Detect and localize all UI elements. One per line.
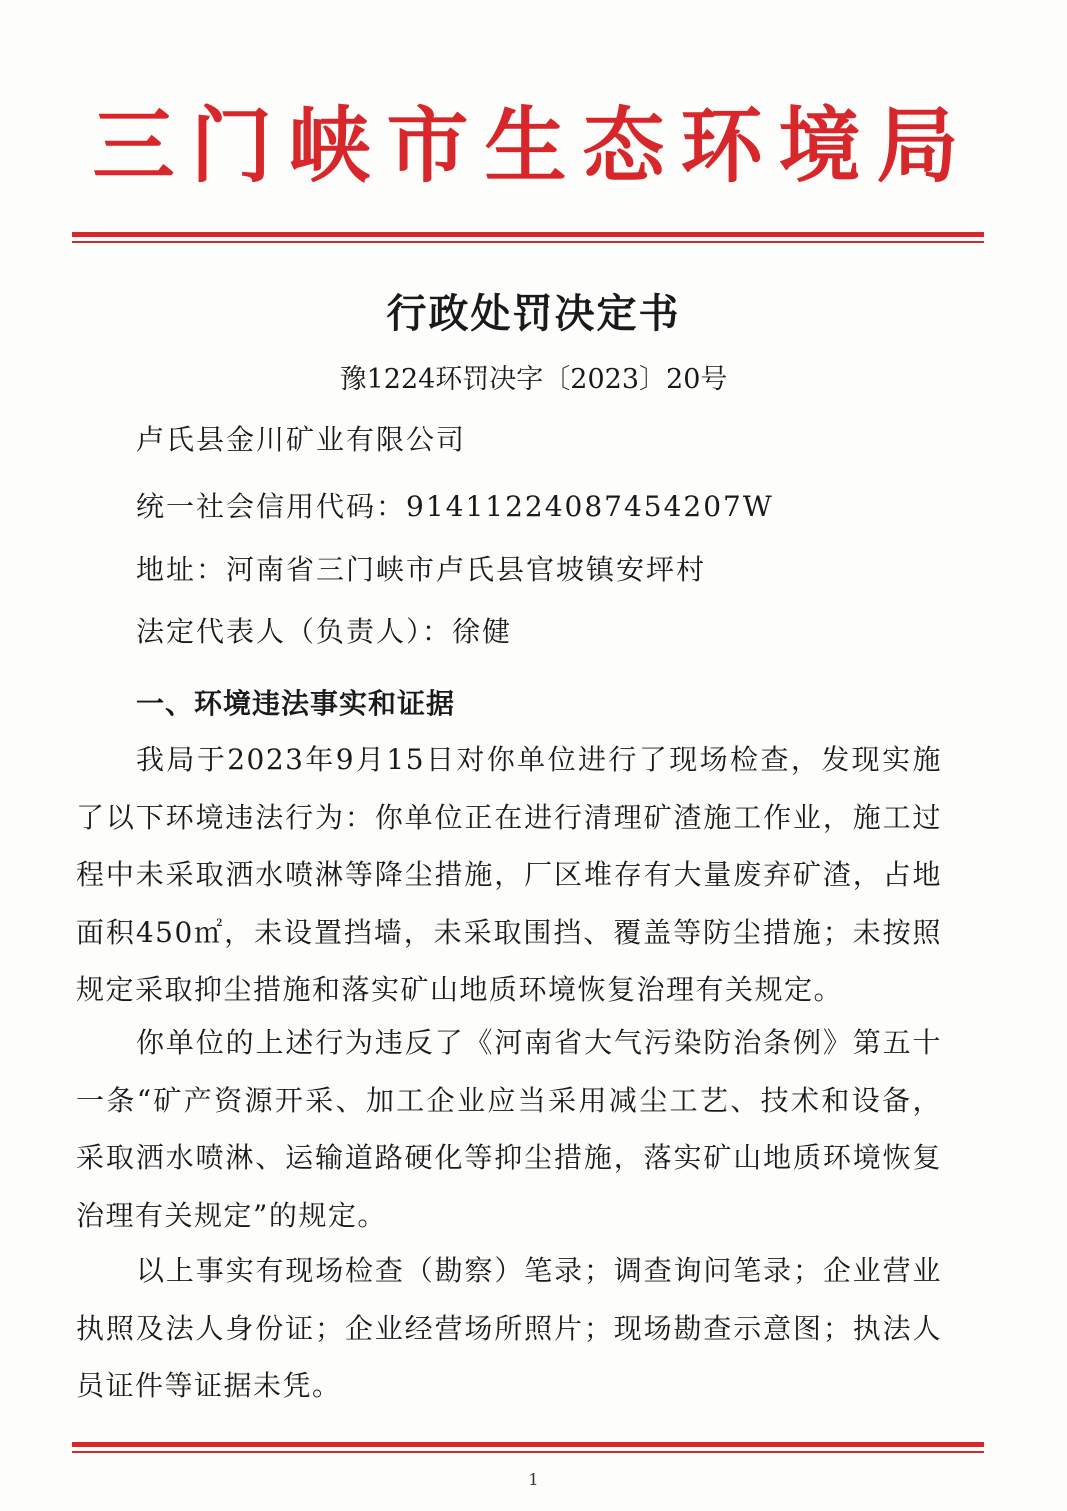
agency-header: 三门峡市生态环境局 — [92, 98, 975, 194]
header-red-rule — [72, 232, 984, 243]
evidence-paragraph: 以上事实有现场检查（勘察）笔录；调查询问笔录；企业营业执照及法人身份证；企业经营场所照片；现场勘查示意图；执法人员证件等证据未凭。 — [76, 1254, 942, 1402]
legal-basis-paragraph: 你单位的上述行为违反了《河南省大气污染防治条例》第五十一条“矿产资源开采、加工企业应当采用减尘工艺、技术和设备，采取洒水喷淋、运输道路硬化等抑尘措施，落实矿山地质环境恢复治理有关规定”的规定。 — [76, 1026, 942, 1232]
footer-red-rule — [72, 1442, 984, 1453]
party-address: 地址：河南省三门峡市卢氏县官坡镇安坪村 — [136, 553, 707, 586]
violation-facts-paragraph: 我局于2023年9月15日对你单位进行了现场检查，发现实施了以下环境违法行为：你单位正在进行清理矿渣施工作业，施工过程中未采取洒水喷淋等降尘措施，厂区堆存有大量废弃矿渣，占地面积450㎡，未设置挡墙，未采取围挡、覆盖等防尘措施；未按照规定采取抑尘措施和落实矿山地质环境恢复治理有关规定。 — [76, 743, 942, 1006]
party-credit-code: 统一社会信用代码：9141122408745420​7W — [136, 490, 774, 523]
page-number: 1 — [528, 1470, 539, 1489]
header-rule-thin — [72, 241, 984, 243]
document-title: 行政处罚决定书 — [386, 291, 681, 337]
footer-rule-thin — [72, 1451, 984, 1453]
party-representative: 法定代表人（负责人）：徐健 — [136, 615, 513, 648]
party-name: 卢氏县金川矿业有限公司 — [136, 423, 467, 456]
header-rule-thick — [72, 232, 984, 237]
footer-rule-thick — [72, 1442, 984, 1447]
document-number: 豫1224环罚决字〔2023〕20号 — [339, 364, 728, 395]
section-heading: 一、环境违法事实和证据 — [136, 687, 456, 720]
